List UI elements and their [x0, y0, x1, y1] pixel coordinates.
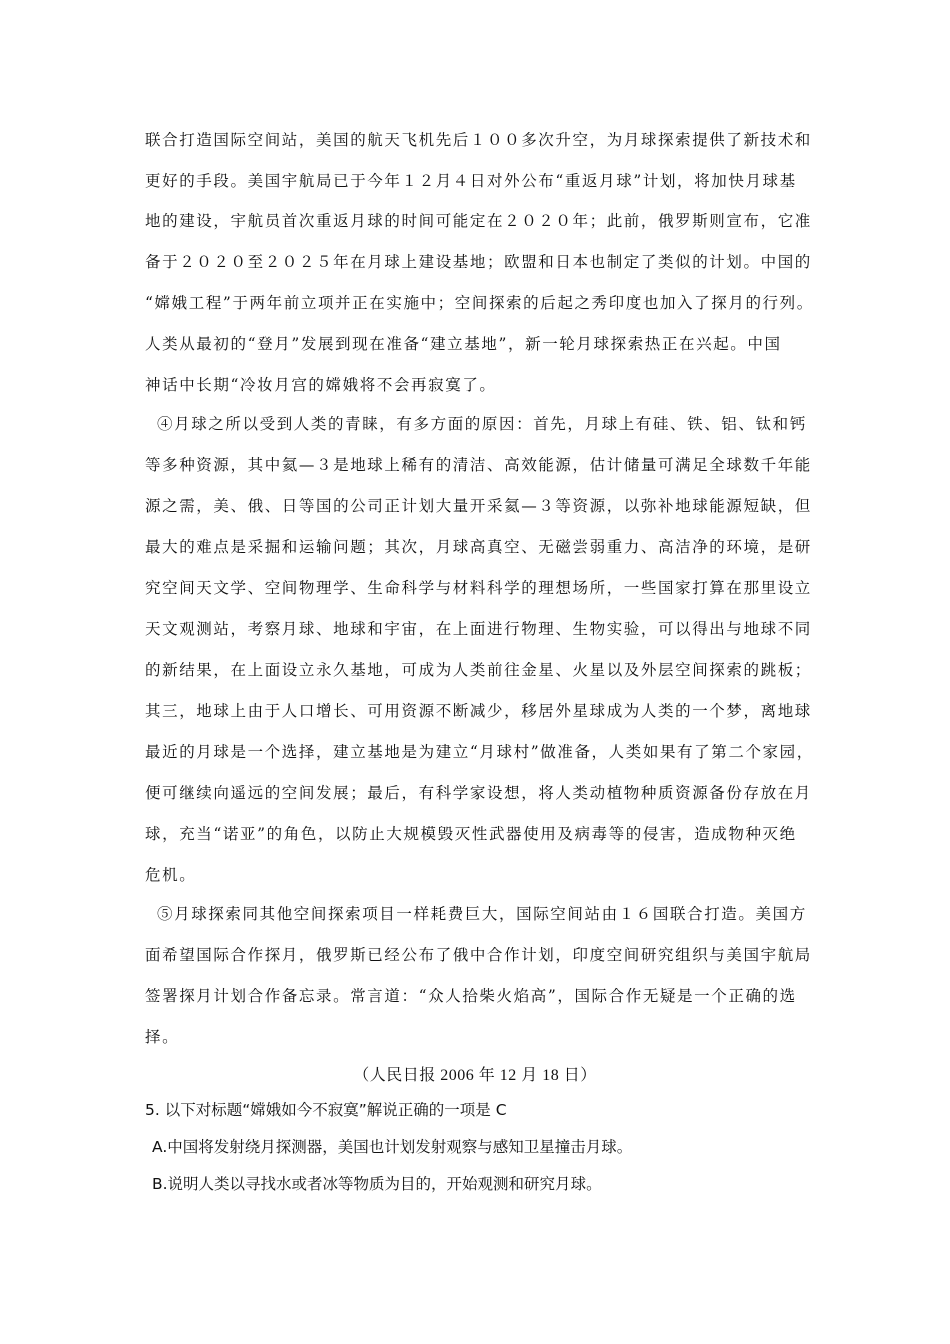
- text-line: 最近的月球是一个选择，建立基地是为建立“月球村”做准备，人类如果有了第二个家园，: [145, 743, 814, 761]
- text-line: 究空间天文学、空间物理学、生命科学与材料科学的理想场所，一些国家打算在那里设立: [145, 579, 812, 597]
- text-line: 最大的难点是采掘和运输问题；其次，月球高真空、无磁尝弱重力、高洁净的环境，是研: [145, 538, 812, 556]
- option-a: A.中国将发射绕月探测器，美国也计划发射观察与感知卫星撞击月球。: [152, 1138, 633, 1156]
- text-line: 源之需，美、俄、日等国的公司正计划大量开采氦—３等资源，以弥补地球能源短缺，但: [145, 497, 812, 515]
- text-line: 便可继续向遥远的空间发展；最后，有科学家设想，将人类动植物种质资源备份存放在月: [145, 784, 812, 802]
- paragraph-4-start: ④月球之所以受到人类的青睐，有多方面的原因：首先，月球上有硅、铁、铝、钛和钙: [157, 415, 807, 433]
- text-line: 天文观测站，考察月球、地球和宇宙，在上面进行物理、生物实验，可以得出与地球不同: [145, 620, 812, 638]
- text-line: 危机。: [145, 866, 197, 884]
- text-line: 签署探月计划合作备忘录。常言道：“众人拾柴火焰高”，国际合作无疑是一个正确的选: [145, 987, 797, 1005]
- option-b: B.说明人类以寻找水或者冰等物质为目的，开始观测和研究月球。: [152, 1175, 602, 1193]
- text-line: 的新结果，在上面设立永久基地，可成为人类前往金星、火星以及外层空间探索的跳板；: [145, 661, 812, 679]
- paragraph-5-start: ⑤月球探索同其他空间探索项目一样耗费巨大，国际空间站由１６国联合打造。美国方: [157, 905, 807, 923]
- text-line: 更好的手段。美国宇航局已于今年１２月４日对外公布“重返月球”计划，将加快月球基: [145, 172, 797, 190]
- text-line: 面希望国际合作探月，俄罗斯已经公布了俄中合作计划，印度空间研究组织与美国宇航局: [145, 946, 812, 964]
- text-line: 等多种资源，其中氦—３是地球上稀有的清洁、高效能源，估计储量可满足全球数千年能: [145, 456, 812, 474]
- article-source: （人民日报 2006 年 12 月 18 日）: [353, 1067, 597, 1084]
- text-line: 备于２０２０至２０２５年在月球上建设基地；欧盟和日本也制定了类似的计划。中国的: [145, 253, 812, 271]
- text-line: 人类从最初的“登月”发展到现在准备“建立基地”，新一轮月球探索热正在兴起。中国: [145, 335, 782, 353]
- text-line: 神话中长期“冷妆月宫的嫦娥将不会再寂寞了。: [145, 376, 497, 394]
- text-line: 地的建设，宇航员首次重返月球的时间可能定在２０２０年；此前，俄罗斯则宣布，它准: [145, 212, 812, 230]
- text-line: 联合打造国际空间站，美国的航天飞机先后１００多次升空，为月球探索提供了新技术和: [145, 131, 812, 149]
- text-line: “嫦娥工程”于两年前立项并正在实施中；空间探索的后起之秀印度也加入了探月的行列。: [145, 294, 814, 312]
- question-stem: 5. 以下对标题“嫦娥如今不寂寞”解说正确的一项是 C: [145, 1101, 507, 1119]
- text-line: 其三，地球上由于人口增长、可用资源不断减少，移居外星球成为人类的一个梦，离地球: [145, 702, 812, 720]
- text-line: 球，充当“诺亚”的角色，以防止大规模毁灭性武器使用及病毒等的侵害，造成物种灭绝: [145, 825, 797, 843]
- text-line: 择。: [145, 1028, 180, 1046]
